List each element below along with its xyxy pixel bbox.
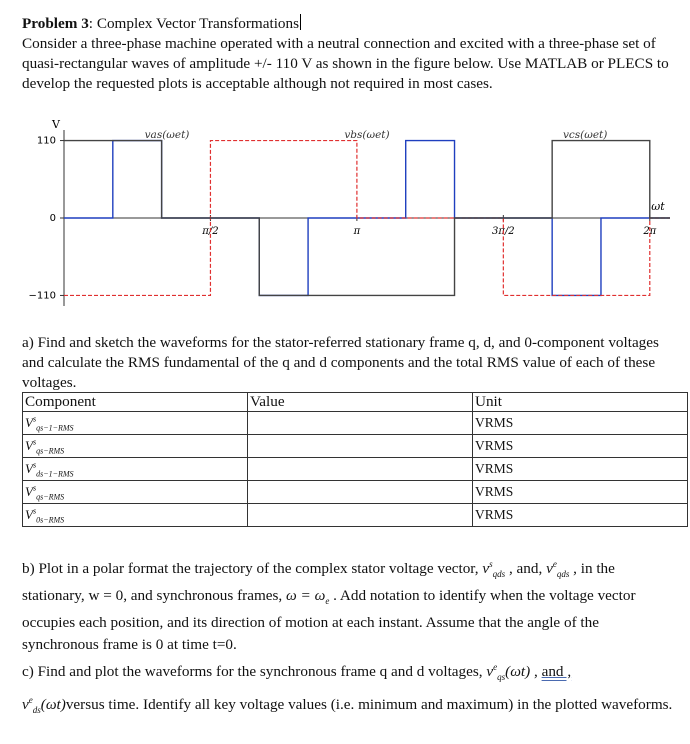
part-c-arg: (ωt) (505, 663, 531, 681)
header-value: Value (248, 393, 473, 412)
part-b-t2: , and, (505, 560, 547, 578)
part-c-t4: versus time. Identify all key voltage values (i.e. minimum and maximum) in the plotted waveforms. (65, 696, 673, 714)
x-axis-label: ωt (651, 200, 665, 213)
v1-sub: qs (497, 672, 506, 683)
part-c-text (22, 656, 677, 722)
problem-label: Problem 3 (22, 15, 89, 32)
part-a-text: a) Find and sketch the waveforms for the stator-referred stationary frame q, d, and 0-component voltages and calculate the RMS fundamental of the q and d components and the total RMS value of each of these voltages. (22, 334, 659, 391)
component-cell (23, 481, 248, 504)
unit-cell: VRMS (473, 412, 688, 435)
part-c-and: and , (541, 663, 572, 681)
vqs-e-symbol (486, 662, 506, 683)
part-c-t2: , (530, 663, 542, 681)
y-tick-label: 110 (36, 135, 56, 147)
v1-sub: qds (492, 569, 506, 580)
component-cell (23, 504, 248, 527)
value-cell[interactable] (248, 481, 473, 504)
table-row (23, 412, 688, 435)
part-b-text (22, 553, 677, 656)
component-cell (23, 458, 248, 481)
x-tick-label: 2π (643, 226, 657, 237)
waveform-chart (22, 116, 672, 306)
vds-e-symbol (22, 695, 41, 716)
v2-sup: e (28, 695, 33, 706)
symbol-sub: qs−RMS (36, 492, 65, 502)
symbol-sub: qs−1−RMS (36, 423, 74, 433)
problem-heading (22, 14, 677, 34)
x-tick-label: π/2 (202, 226, 219, 237)
symbol-sup: s (32, 437, 37, 447)
component-cell (23, 412, 248, 435)
series-label: vas(ωet) (144, 129, 190, 141)
v1-sup: s (489, 559, 493, 569)
symbol: V (25, 437, 33, 453)
unit-cell: VRMS (473, 435, 688, 458)
part-c-t1: c) Find and plot the waveforms for the synchronous frame q and d voltages, (22, 663, 487, 681)
table-row (23, 481, 688, 504)
v2: v (22, 696, 29, 714)
symbol-sup: s (32, 483, 37, 493)
symbol-sup: s (32, 506, 37, 516)
symbol: V (25, 483, 33, 499)
v2-sub: qds (556, 569, 570, 580)
v2-sup: e (552, 559, 557, 569)
unit-cell: VRMS (473, 504, 688, 527)
v2-sub: ds (32, 705, 41, 716)
part-c-t3: (ωt) (40, 696, 66, 714)
y-tick-label: −110 (28, 290, 56, 302)
part-b-t1: b) Plot in a polar format the trajectory of the complex stator voltage vector, (22, 560, 483, 578)
v1: v (486, 663, 494, 681)
x-tick-label: π (353, 226, 361, 237)
y-tick-label: 0 (49, 213, 56, 224)
table-row (23, 435, 688, 458)
unit-cell: VRMS (473, 458, 688, 481)
table-row (23, 458, 688, 481)
symbol-sub: ds−1−RMS (36, 469, 74, 479)
symbol: V (25, 506, 33, 522)
header-component: Component (23, 393, 248, 412)
table-header-row (23, 393, 688, 412)
table-row (23, 504, 688, 527)
vqds-e-symbol (546, 559, 570, 580)
part-b-t4: . Add notation to identify when the voltage vector occupies each position, and its direction of motion at each instant. Assume that the angle of the synchronous frame is 0 at time t=0. (22, 587, 636, 654)
component-cell (23, 435, 248, 458)
value-cell[interactable] (248, 458, 473, 481)
value-cell[interactable] (248, 504, 473, 527)
problem-title: : Complex Vector Transformations (88, 15, 300, 32)
symbol: V (25, 414, 33, 430)
value-cell[interactable] (248, 412, 473, 435)
v1-sup: e (493, 662, 498, 672)
omega: ω = ω (286, 587, 326, 605)
v1: v (482, 560, 490, 578)
header-unit: Unit (473, 393, 688, 412)
component-table (22, 392, 688, 527)
symbol-sub: 0s−RMS (36, 515, 65, 525)
symbol-sub: qs−RMS (36, 446, 65, 456)
series-label: vcs(ωet) (562, 129, 608, 141)
series-label: vbs(ωet) (344, 129, 390, 141)
v2: v (546, 560, 553, 578)
value-cell[interactable] (248, 435, 473, 458)
y-axis-label: V (52, 118, 60, 131)
part-b-t3: , in the stationary, w = 0, and synchronous frames, (22, 560, 615, 605)
problem-intro: Consider a three-phase machine operated with a neutral connection and excited with a three-phase set of quasi-rectangular waves of amplitude +/- 110 V as shown in the figure below. Use MATLAB or PLECS to develop the requested plots is acceptable although not required in most cases. (22, 35, 669, 92)
symbol: V (25, 460, 33, 476)
vqds-s-symbol (482, 559, 506, 580)
unit-cell: VRMS (473, 481, 688, 504)
symbol-sup: s (32, 414, 37, 424)
x-tick-label: 3π/2 (492, 226, 515, 237)
text-cursor (300, 14, 301, 30)
symbol-sup: s (32, 460, 37, 470)
omega-symbol (286, 587, 330, 607)
omega-sub: e (325, 596, 330, 607)
